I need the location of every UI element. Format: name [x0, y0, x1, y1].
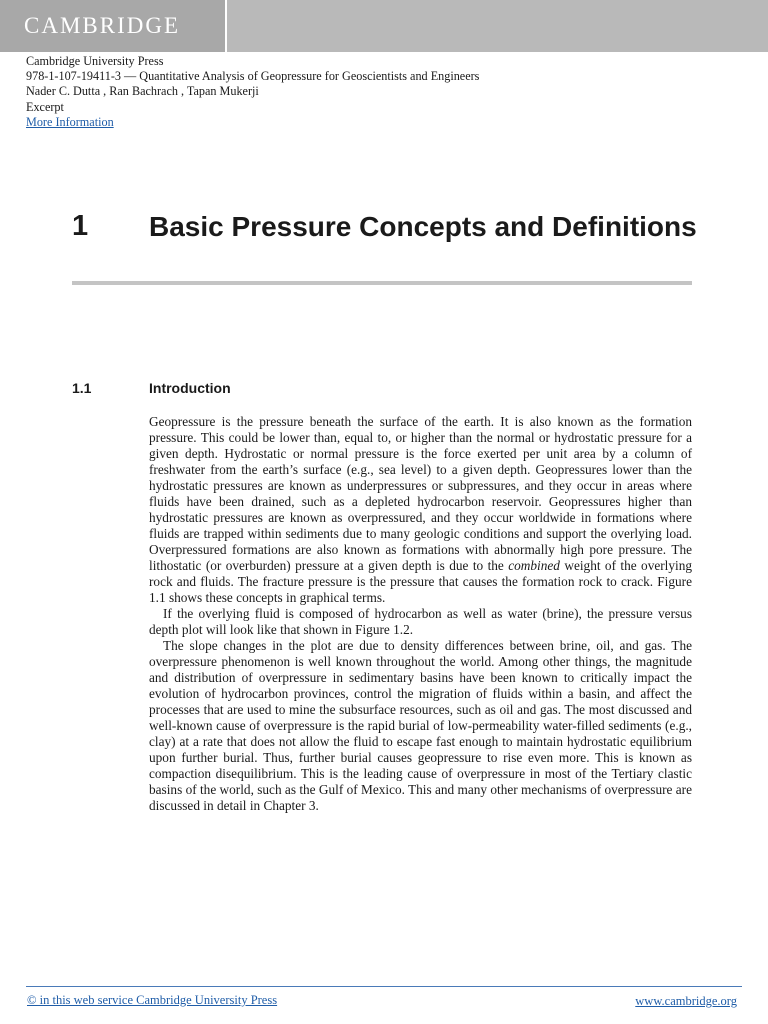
publisher-name: Cambridge University Press	[26, 54, 164, 68]
footer-rule	[26, 986, 742, 987]
body-text	[149, 414, 692, 814]
chapter-rule	[72, 281, 692, 285]
paragraph-1	[149, 414, 692, 606]
paragraph-2: If the overlying fluid is composed of hydrocarbon as well as water (brine), the pressure versus depth plot will look like that shown in Figure 1.2.	[149, 606, 692, 637]
authors: Nader C. Dutta , Ran Bachrach , Tapan Mukerji	[26, 84, 259, 99]
more-information-link[interactable]: More Information	[26, 114, 114, 129]
copyright-link[interactable]: © in this web service Cambridge University Press	[27, 993, 278, 1007]
paragraph-1-part-a: Geopressure is the pressure beneath the surface of the earth. It is also known as the formation pressure. This could be lower than, equal to, or higher than the normal or hydrostatic pressure for a given depth. Hydrostatic or normal pressure is the force exerted per unit area by a column of freshwater from the earth’s surface (e.g., sea level) to a given depth. Geopressures lower than the hydrostatic pressures are known as underpressures or subpressures, and they occur in areas where fluids have been drained, such as a depleted hydrocarbon reservoir. Geopressures higher than hydrostatic pressures are known as overpressured, and they occur worldwide in formations where fluids are trapped within sediments due to many geologic conditions and support the overlying load. Overpressured formations are also known as formations with abnormally high pore pressure. The lithostatic (or overburden) pressure at a given depth is due to the	[149, 414, 692, 573]
paragraph-1-part-b: weight of the overlying rock and fluids. The fracture pressure is the pressure that causes the formation rock to crack. Figure 1.1 shows these concepts in graphical terms.	[149, 558, 693, 605]
website-link[interactable]: www.cambridge.org	[635, 994, 737, 1008]
cambridge-logo[interactable]: CAMBRIDGE	[0, 0, 225, 52]
section-title: Introduction	[149, 380, 231, 396]
chapter-title: Basic Pressure Concepts and Definitions	[149, 211, 697, 242]
excerpt-label: Excerpt	[26, 99, 64, 114]
italic-combined: combined	[508, 558, 560, 573]
chapter-number: 1	[72, 210, 89, 242]
paragraph-3: The slope changes in the plot are due to density differences between brine, oil, and gas. The overpressure phenomenon is well known throughout the world. Among other things, the magnitude and distribution of overpressure in sedimentary basins have been known to critically impact the evolution of hydrocarbon provinces, control the migration of fluids within a basin, and affect the processes that are used to mine the subsurface resources, such as oil and gas. The most discussed and well-known cause of overpressure is the rapid burial of low-permeability water-filled sediments (e.g., clay) at a rate that does not allow the fluid to escape fast enough to maintain hydrostatic equilibrium upon further burial. Thus, further burial causes geopressure to rise even more. This is known as compaction disequilibrium. This is the leading cause of overpressure in most of the Tertiary clastic basins of the world, such as the Gulf of Mexico. This and many other mechanisms of overpressure are discussed in detail in Chapter 3.	[149, 638, 692, 813]
book-metadata	[26, 54, 479, 130]
header-bar	[0, 0, 768, 52]
logo-divider	[225, 0, 227, 52]
section-number: 1.1	[72, 380, 92, 396]
isbn-title: 978-1-107-19411-3 — Quantitative Analysis of Geopressure for Geoscientists and Engineers	[26, 69, 480, 84]
